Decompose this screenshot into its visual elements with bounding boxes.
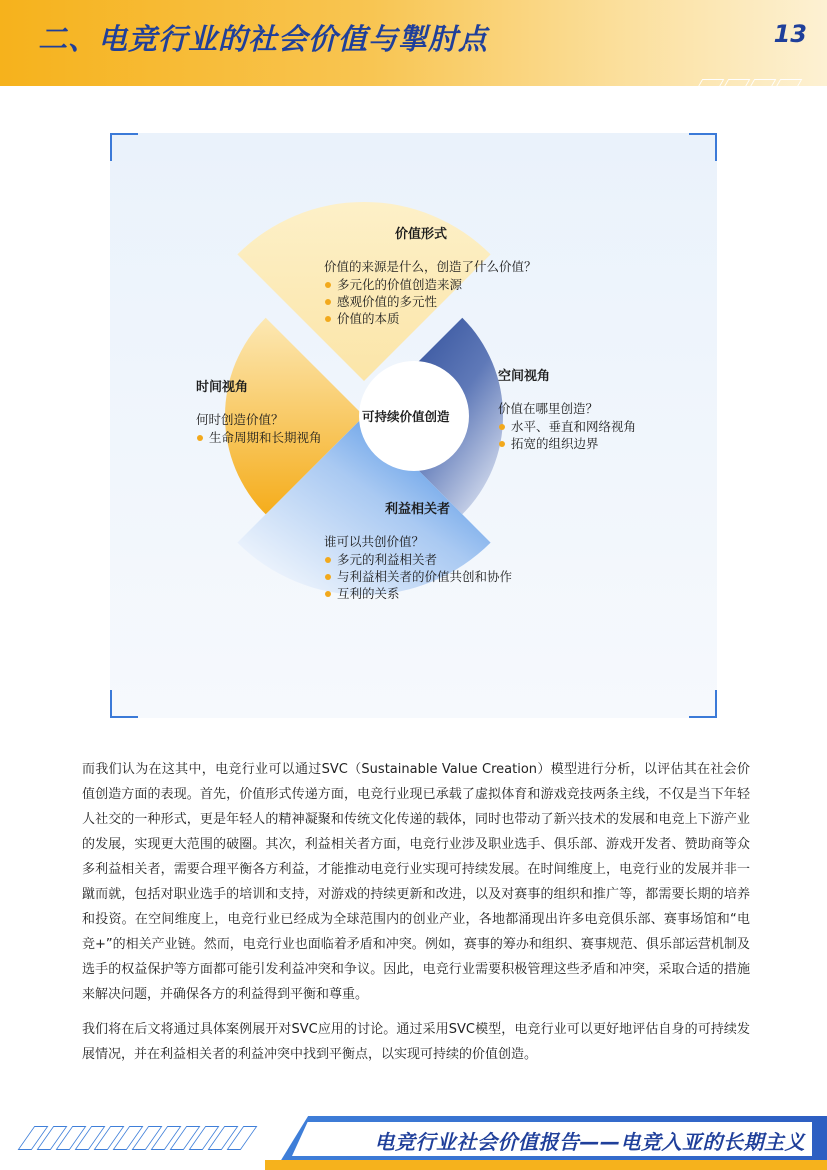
footer-accent — [265, 1160, 827, 1170]
page-number: 13 — [773, 20, 807, 48]
body-text — [82, 757, 750, 1077]
svc-diagram-figure — [110, 133, 717, 718]
quadrant-top-label — [324, 226, 537, 327]
list-item: 生命周期和长期视角 — [196, 429, 322, 446]
paragraph: 而我们认为在这其中，电竞行业可以通过SVC（Sustainable Value Creation）模型进行分析，以评估其在社会价值创造方面的表现。首先，价值形式传递方面，电竞行业现已承载了虚拟体育和游戏竞技两条主线，不仅是当下年轻人社交的一种形式，更是年轻人的精神凝聚和传统文化传递的载体，同时也带动了新兴技术的发展和电竞上下游产业的发展，实现更大范围的破圈。其次，利益相关者方面，电竞行业涉及职业选手、俱乐部、游戏开发者、赞助商等众多利益相关者，需要合理平衡各方利益，才能推动电竞行业实现可持续发展。在时间维度上，电竞行业的发展并非一蹴而就，包括对职业选手的培训和支持，对游戏的持续更新和改进，以及对赛事的组织和推广等，都需要长期的培养和投资。在空间维度上，电竞行业已经成为全球范围内的创业产业，各地都涌现出许多电竞俱乐部、赛事场馆和“电竞+”的相关产业链。然而，电竞行业也面临着矛盾和冲突。例如，赛事的筹办和组织、赛事规范、俱乐部运营机制及选手的权益保护等方面都可能引发利益冲突和争议。因此，电竞行业需要积极管理这些矛盾和冲突，采取合适的措施来解决问题，并确保各方的利益得到平衡和尊重。 — [82, 762, 750, 1002]
list-item: 拓宽的组织边界 — [498, 435, 636, 452]
footer-decoration — [26, 1126, 254, 1154]
quadrant-question: 价值在哪里创造？ — [498, 401, 599, 416]
quadrant-question: 谁可以共创价值？ — [324, 534, 425, 549]
list-item: 与利益相关者的价值共创和协作 — [324, 568, 512, 585]
list-item: 水平、垂直和网络视角 — [498, 418, 636, 435]
report-title: 电竞行业社会价值报告——电竞入亚的长期主义 — [374, 1130, 805, 1154]
center-label: 可持续价值创造 — [362, 409, 450, 424]
quadrant-title: 时间视角 — [196, 380, 249, 395]
quadrant-left-label — [196, 379, 322, 446]
chapter-title: 二、电竞行业的社会价值与掣肘点 — [38, 22, 489, 56]
list-item: 感观价值的多元性 — [324, 293, 537, 310]
header-decoration — [700, 72, 804, 91]
list-item: 多元的利益相关者 — [324, 551, 512, 568]
list-item: 多元化的价值创造来源 — [324, 276, 537, 293]
page-header — [0, 0, 827, 86]
quadrant-title: 空间视角 — [498, 369, 551, 384]
paragraph: 我们将在后文将通过具体案例展开对SVC应用的讨论。通过采用SVC模型，电竞行业可以更好地评估自身的可持续发展情况，并在利益相关者的利益冲突中找到平衡点，以实现可持续的价值创造。 — [82, 1022, 750, 1062]
quadrant-question: 何时创造价值？ — [196, 412, 284, 427]
list-item: 互利的关系 — [324, 585, 512, 602]
quadrant-question: 价值的来源是什么，创造了什么价值？ — [324, 259, 537, 274]
quadrant-right-label — [498, 368, 636, 452]
quadrant-title: 利益相关者 — [385, 502, 451, 517]
list-item: 价值的本质 — [324, 310, 537, 327]
quadrant-bottom-label — [324, 501, 512, 602]
quadrant-title: 价值形式 — [395, 227, 448, 242]
page-footer — [0, 1116, 827, 1170]
